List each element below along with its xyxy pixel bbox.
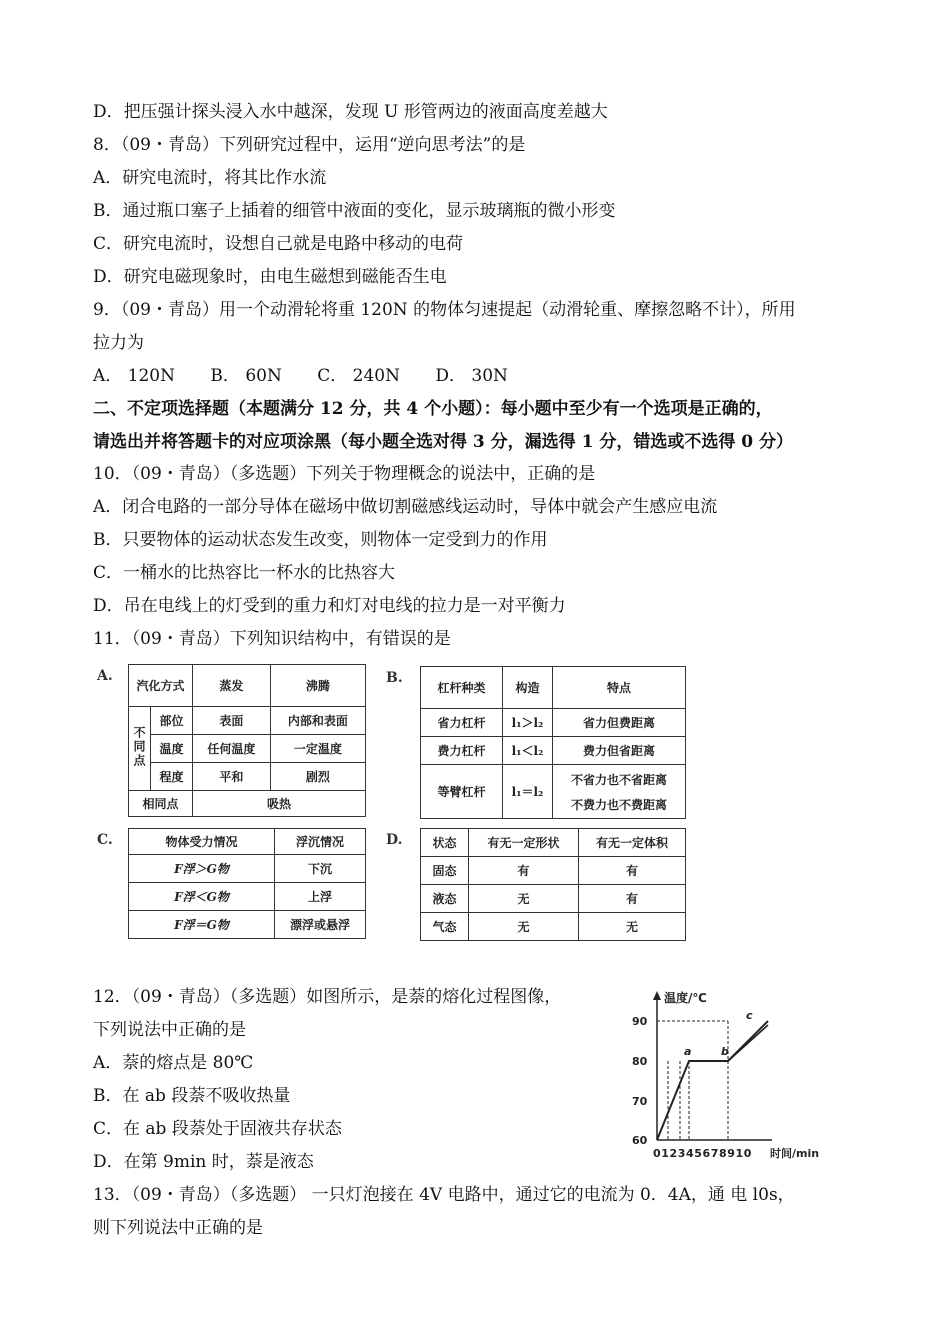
q10-option-c: C．一桶水的比热容比一杯水的比热容大	[93, 563, 396, 583]
y-tick-90: 90	[632, 1015, 648, 1028]
table-c-cell: 上浮	[275, 883, 366, 911]
table-d-cell: 固态	[421, 857, 469, 885]
table-b-feature-line: 不省力也不省距离	[570, 772, 667, 787]
q12-stem-line1: 12．（09・青岛）（多选题）如图所示，是萘的熔化过程图像，	[93, 987, 562, 1007]
q13-stem-line2: 则下列说法中正确的是	[93, 1218, 263, 1238]
q9-option-a: A． 120N	[93, 366, 176, 386]
point-b-label: b	[721, 1045, 729, 1058]
q9-option-b: B． 60N	[210, 366, 282, 386]
table-b-feature-line: 不费力也不费距离	[570, 797, 667, 812]
table-a-cell: 内部和表面	[270, 707, 365, 735]
table-c-header: 物体受力情况	[129, 829, 275, 855]
table-a-cell: 任何温度	[193, 735, 271, 763]
q11-stem: 11．（09・青岛）下列知识结构中，有错误的是	[93, 629, 451, 649]
y-tick-70: 70	[632, 1095, 648, 1108]
table-b-header: 特点	[553, 667, 686, 709]
table-a	[128, 664, 366, 817]
table-d-cell: 液态	[421, 885, 469, 913]
table-c-cell: F浮＜G物	[129, 883, 275, 911]
table-d	[420, 828, 686, 941]
table-d-cell: 有	[579, 885, 686, 913]
q12-option-a: A．萘的熔点是 80℃	[93, 1053, 254, 1073]
table-a-cell: 部位	[151, 707, 193, 735]
table-d-cell: 无	[469, 913, 579, 941]
table-b-label: B.	[386, 670, 403, 686]
q7-option-d: D．把压强计探头浸入水中越深，发现 U 形管两边的液面高度差越大	[93, 102, 608, 122]
table-b-cell: l₁＞l₂	[503, 709, 553, 737]
y-tick-60: 60	[632, 1134, 648, 1147]
table-b-cell: l₁＜l₂	[503, 737, 553, 765]
table-c	[128, 828, 366, 939]
table-d-header: 有无一定体积	[579, 829, 686, 857]
table-c-header: 浮沉情况	[275, 829, 366, 855]
melting-graph	[620, 985, 840, 1165]
table-d-cell: 有	[469, 857, 579, 885]
table-a-cell: 一定温度	[270, 735, 365, 763]
q10-option-d: D．吊在电线上的灯受到的重力和灯对电线的拉力是一对平衡力	[93, 596, 566, 616]
q12-option-c: C．在 ab 段萘处于固液共存状态	[93, 1119, 342, 1139]
point-a-label: a	[684, 1045, 692, 1058]
table-b-header: 杠杆种类	[421, 667, 503, 709]
table-c-cell: F浮＞G物	[129, 855, 275, 883]
q10-stem: 10．（09・青岛）（多选题）下列关于物理概念的说法中，正确的是	[93, 464, 596, 484]
table-c-label: C.	[97, 832, 113, 848]
table-b-cell: l₁＝l₂	[503, 765, 553, 819]
q8-option-d: D．研究电磁现象时，由电生磁想到磁能否生电	[93, 267, 447, 287]
section2-heading-line1: 二、不定项选择题（本题满分 12 分，共 4 个小题）：每小题中至少有一个选项是正确的，	[93, 399, 773, 419]
table-b-cell: 费力但省距离	[553, 737, 686, 765]
table-d-label: D.	[386, 832, 403, 848]
table-d-cell: 气态	[421, 913, 469, 941]
q10-option-a: A．闭合电路的一部分导体在磁场中做切割磁感线运动时，导体中就会产生感应电流	[93, 497, 718, 517]
table-b-cell: 省力杠杆	[421, 709, 503, 737]
table-a-group-cell	[129, 707, 151, 791]
q10-option-b: B．只要物体的运动状态发生改变，则物体一定受到力的作用	[93, 530, 548, 550]
q13-stem-line1: 13．（09・青岛）（多选题） 一只灯泡接在 4V 电路中，通过它的电流为 0．4A，通 电 l0s，	[93, 1185, 795, 1205]
q9-stem-line1: 9．（09・青岛）用一个动滑轮将重 120N 的物体匀速提起（动滑轮重、摩擦忽略不计），所用	[93, 300, 796, 320]
table-d-header: 有无一定形状	[469, 829, 579, 857]
table-b-cell-feature	[553, 765, 686, 819]
table-a-cell: 温度	[151, 735, 193, 763]
melting-curve	[657, 1021, 768, 1140]
table-a-header-1: 汽化方式	[129, 665, 193, 707]
liquid-segment	[728, 1025, 768, 1061]
table-d-cell: 无	[469, 885, 579, 913]
table-c-cell: F浮＝G物	[129, 911, 275, 939]
table-a-cell: 吸热	[193, 791, 366, 817]
table-c-cell: 漂浮或悬浮	[275, 911, 366, 939]
q12-option-b: B．在 ab 段萘不吸收热量	[93, 1086, 291, 1106]
q8-option-a: A．研究电流时，将其比作水流	[93, 168, 327, 188]
table-a-group-label: 不同点	[132, 726, 146, 768]
table-a-cell: 剧烈	[270, 763, 365, 791]
q12-option-d: D．在第 9min 时，萘是液态	[93, 1152, 314, 1172]
table-b-header: 构造	[503, 667, 553, 709]
y-axis-arrow	[653, 991, 661, 1000]
y-axis-label: 温度/℃	[664, 991, 707, 1005]
table-b-cell: 等臂杠杆	[421, 765, 503, 819]
section2-heading-line2: 请选出并将答题卡的对应项涂黑（每小题全选对得 3 分，漏选得 1 分，错选或不选得 0 分）	[93, 432, 793, 452]
table-a-cell: 平和	[193, 763, 271, 791]
q9-options	[93, 364, 538, 388]
q8-stem: 8．（09・青岛）下列研究过程中，运用“逆向思考法”的是	[93, 135, 526, 155]
q9-stem-line2: 拉力为	[93, 333, 144, 353]
table-b-cell: 省力但费距离	[553, 709, 686, 737]
q9-option-d: D． 30N	[435, 366, 508, 386]
table-a-cell: 程度	[151, 763, 193, 791]
guide-lines	[657, 1021, 728, 1140]
table-a-cell: 相同点	[129, 791, 193, 817]
table-a-label: A.	[97, 668, 113, 684]
table-b-cell: 费力杠杆	[421, 737, 503, 765]
table-b	[420, 666, 686, 819]
table-a-header-3: 沸腾	[270, 665, 365, 707]
q9-option-c: C． 240N	[317, 366, 400, 386]
q8-option-b: B．通过瓶口塞子上插着的细管中液面的变化，显示玻璃瓶的微小形变	[93, 201, 616, 221]
table-a-header-2: 蒸发	[193, 665, 271, 707]
x-axis-label: 时间/min	[770, 1147, 820, 1160]
x-tick-labels: 012345678910	[653, 1147, 753, 1160]
table-d-header: 状态	[421, 829, 469, 857]
table-c-cell: 下沉	[275, 855, 366, 883]
point-c-label: c	[746, 1009, 753, 1022]
table-a-cell: 表面	[193, 707, 271, 735]
table-d-cell: 有	[579, 857, 686, 885]
q8-option-c: C．研究电流时，设想自己就是电路中移动的电荷	[93, 234, 464, 254]
table-d-cell: 无	[579, 913, 686, 941]
q12-stem-line2: 下列说法中正确的是	[93, 1020, 246, 1040]
y-tick-80: 80	[632, 1055, 648, 1068]
